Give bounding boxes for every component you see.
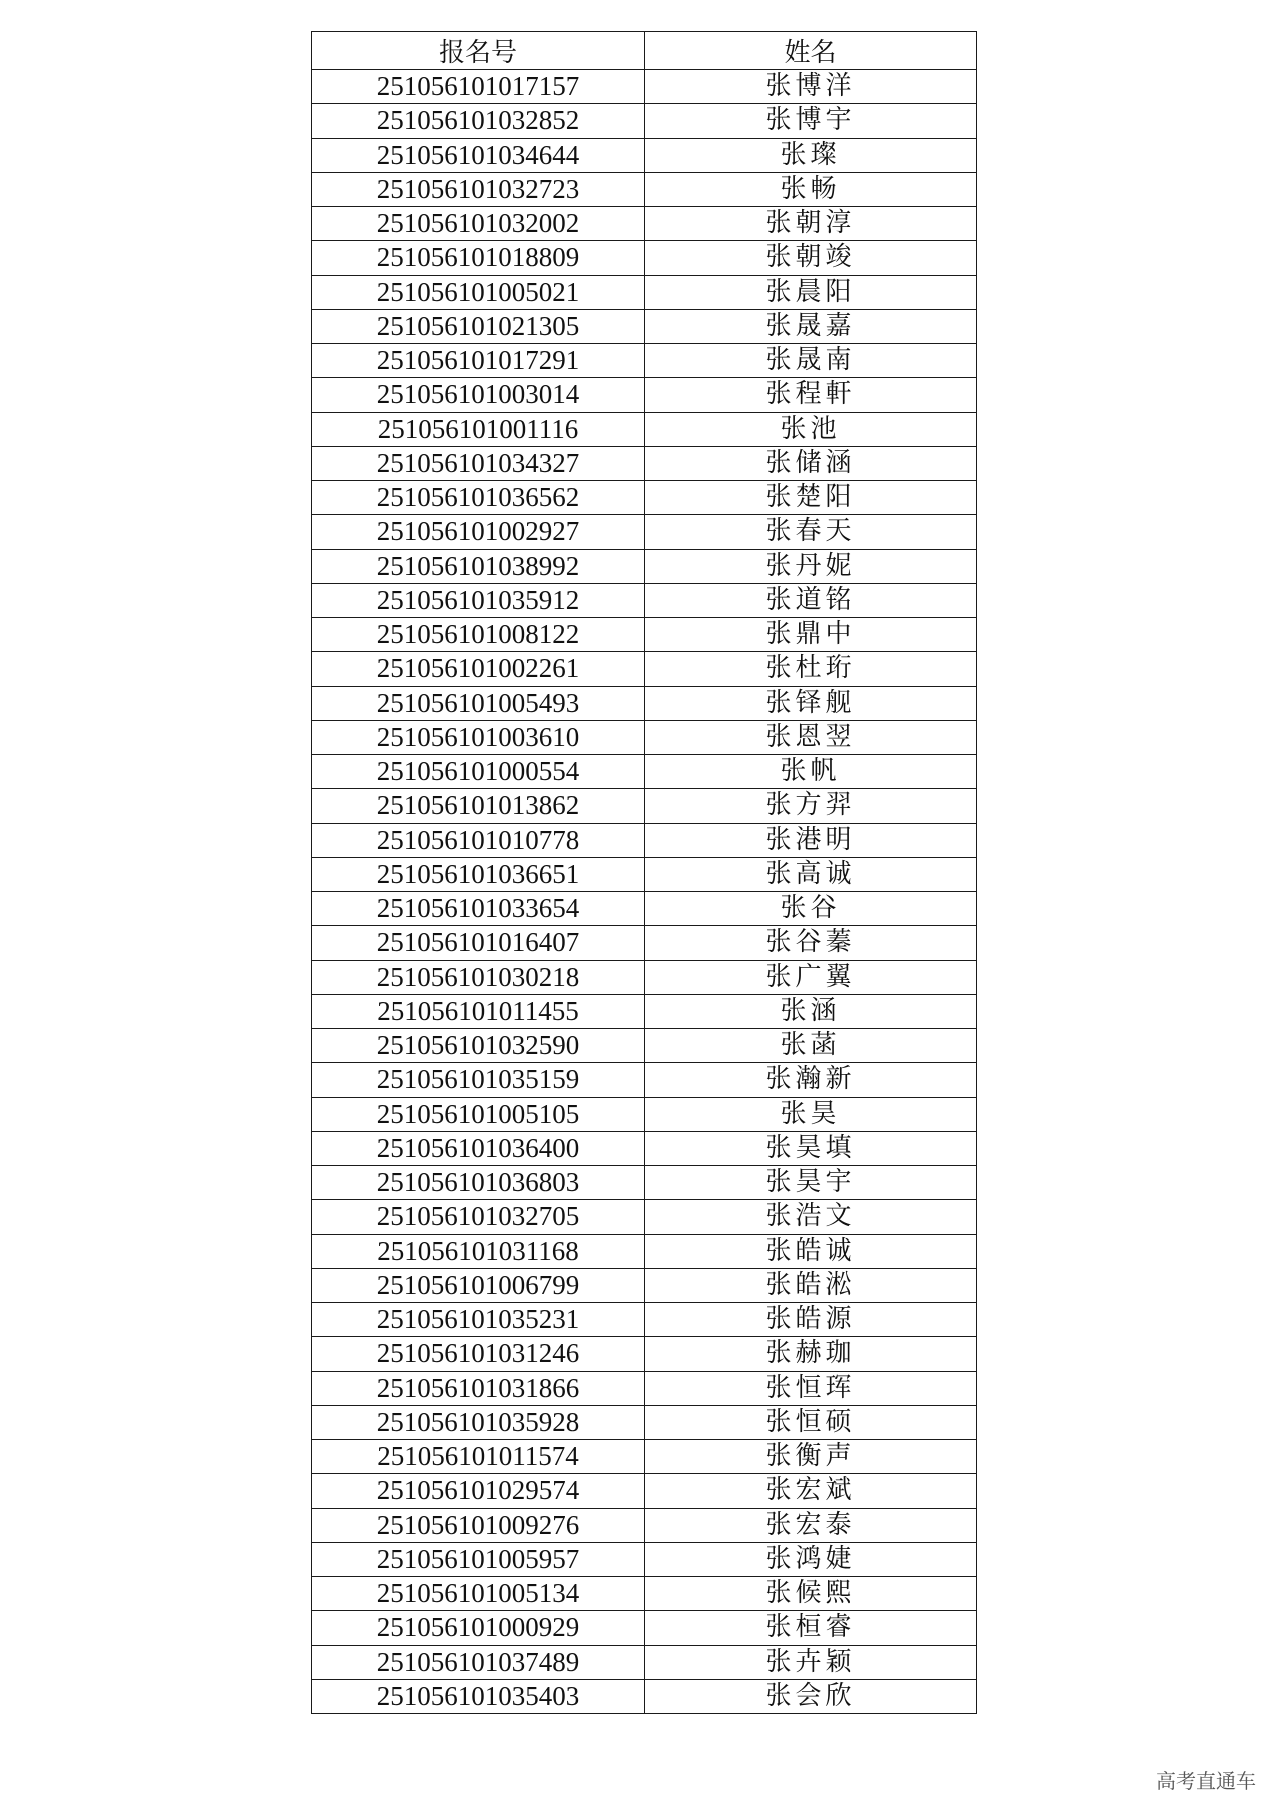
registration-number-cell: 251056101018809 (312, 241, 645, 275)
table-row (312, 823, 977, 857)
name-cell: 张皓诚 (645, 1234, 977, 1268)
roster-body (312, 70, 977, 1714)
registration-number-cell: 251056101005021 (312, 275, 645, 309)
registration-number-cell: 251056101035159 (312, 1063, 645, 1097)
name-cell: 张涵 (645, 994, 977, 1028)
name-cell: 张昊宇 (645, 1166, 977, 1200)
registration-number-cell: 251056101036651 (312, 857, 645, 891)
table-row (312, 857, 977, 891)
table-row (312, 378, 977, 412)
table-row (312, 412, 977, 446)
name-cell: 张丹妮 (645, 549, 977, 583)
table-row (312, 652, 977, 686)
registration-number-cell: 251056101032723 (312, 172, 645, 206)
name-cell: 张储涵 (645, 446, 977, 480)
name-cell: 张博洋 (645, 70, 977, 104)
name-cell: 张帆 (645, 755, 977, 789)
name-cell: 张鼎中 (645, 618, 977, 652)
table-row (312, 1200, 977, 1234)
registration-number-cell: 251056101034327 (312, 446, 645, 480)
registration-number-cell: 251056101030218 (312, 960, 645, 994)
table-row (312, 275, 977, 309)
registration-number-cell: 251056101005134 (312, 1577, 645, 1611)
table-row (312, 1131, 977, 1165)
registration-number-cell: 251056101011455 (312, 994, 645, 1028)
table-row (312, 1029, 977, 1063)
header-name: 姓名 (645, 32, 977, 70)
table-row (312, 960, 977, 994)
candidate-roster-table (311, 31, 977, 1714)
name-cell: 张楚阳 (645, 481, 977, 515)
table-row (312, 618, 977, 652)
table-row (312, 241, 977, 275)
watermark-text: 高考直通车 (1156, 1769, 1256, 1793)
name-cell: 张宏斌 (645, 1474, 977, 1508)
registration-number-cell: 251056101001116 (312, 412, 645, 446)
registration-number-cell: 251056101029574 (312, 1474, 645, 1508)
registration-number-cell: 251056101005493 (312, 686, 645, 720)
name-cell: 张皓淞 (645, 1268, 977, 1302)
table-row (312, 70, 977, 104)
registration-number-cell: 251056101003014 (312, 378, 645, 412)
name-cell: 张程軒 (645, 378, 977, 412)
table-row (312, 1268, 977, 1302)
name-cell: 张畅 (645, 172, 977, 206)
name-cell: 张广翼 (645, 960, 977, 994)
registration-number-cell: 251056101021305 (312, 309, 645, 343)
name-cell: 张鸿婕 (645, 1542, 977, 1576)
registration-number-cell: 251056101038992 (312, 549, 645, 583)
table-row (312, 892, 977, 926)
registration-number-cell: 251056101009276 (312, 1508, 645, 1542)
name-cell: 张菡 (645, 1029, 977, 1063)
registration-number-cell: 251056101034644 (312, 138, 645, 172)
table-row (312, 789, 977, 823)
registration-number-cell: 251056101003610 (312, 720, 645, 754)
name-cell: 张衡声 (645, 1440, 977, 1474)
table-row (312, 1337, 977, 1371)
table-row (312, 515, 977, 549)
name-cell: 张晟南 (645, 344, 977, 378)
name-cell: 张港明 (645, 823, 977, 857)
header-row (312, 32, 977, 70)
name-cell: 张杜珩 (645, 652, 977, 686)
table-row (312, 1645, 977, 1679)
name-cell: 张桓睿 (645, 1611, 977, 1645)
table-row (312, 344, 977, 378)
registration-number-cell: 251056101016407 (312, 926, 645, 960)
table-row (312, 1440, 977, 1474)
name-cell: 张皓源 (645, 1303, 977, 1337)
registration-number-cell: 251056101013862 (312, 789, 645, 823)
name-cell: 张晨阳 (645, 275, 977, 309)
registration-number-cell: 251056101035928 (312, 1405, 645, 1439)
table-row (312, 309, 977, 343)
name-cell: 张宏泰 (645, 1508, 977, 1542)
registration-number-cell: 251056101000929 (312, 1611, 645, 1645)
registration-number-cell: 251056101035403 (312, 1679, 645, 1713)
registration-number-cell: 251056101002261 (312, 652, 645, 686)
registration-number-cell: 251056101035912 (312, 583, 645, 617)
table-row (312, 1508, 977, 1542)
name-cell: 张博宇 (645, 104, 977, 138)
table-row (312, 994, 977, 1028)
registration-number-cell: 251056101032852 (312, 104, 645, 138)
table-row (312, 686, 977, 720)
table-row (312, 1405, 977, 1439)
table-row (312, 1063, 977, 1097)
registration-number-cell: 251056101010778 (312, 823, 645, 857)
registration-number-cell: 251056101000554 (312, 755, 645, 789)
table-row (312, 583, 977, 617)
registration-number-cell: 251056101005957 (312, 1542, 645, 1576)
name-cell: 张恒珲 (645, 1371, 977, 1405)
table-row (312, 1611, 977, 1645)
registration-number-cell: 251056101005105 (312, 1097, 645, 1131)
table-row (312, 207, 977, 241)
table-row (312, 720, 977, 754)
table-row (312, 1679, 977, 1713)
name-cell: 张浩文 (645, 1200, 977, 1234)
registration-number-cell: 251056101036400 (312, 1131, 645, 1165)
registration-number-cell: 251056101031866 (312, 1371, 645, 1405)
registration-number-cell: 251056101037489 (312, 1645, 645, 1679)
name-cell: 张会欣 (645, 1679, 977, 1713)
registration-number-cell: 251056101032705 (312, 1200, 645, 1234)
name-cell: 张晟嘉 (645, 309, 977, 343)
registration-number-cell: 251056101032590 (312, 1029, 645, 1063)
name-cell: 张春天 (645, 515, 977, 549)
name-cell: 张赫珈 (645, 1337, 977, 1371)
registration-number-cell: 251056101031168 (312, 1234, 645, 1268)
table-row (312, 446, 977, 480)
table-row (312, 926, 977, 960)
name-cell: 张谷 (645, 892, 977, 926)
table-row (312, 1577, 977, 1611)
name-cell: 张池 (645, 412, 977, 446)
name-cell: 张谷蓁 (645, 926, 977, 960)
registration-number-cell: 251056101006799 (312, 1268, 645, 1302)
registration-number-cell: 251056101033654 (312, 892, 645, 926)
registration-number-cell: 251056101008122 (312, 618, 645, 652)
name-cell: 张道铭 (645, 583, 977, 617)
table-row (312, 1166, 977, 1200)
name-cell: 张昊 (645, 1097, 977, 1131)
table-row (312, 1371, 977, 1405)
registration-number-cell: 251056101002927 (312, 515, 645, 549)
header-registration-number: 报名号 (312, 32, 645, 70)
table-row (312, 104, 977, 138)
table-row (312, 1234, 977, 1268)
name-cell: 张瀚新 (645, 1063, 977, 1097)
name-cell: 张恩翌 (645, 720, 977, 754)
table-row (312, 481, 977, 515)
name-cell: 张朝淳 (645, 207, 977, 241)
name-cell: 张昊填 (645, 1131, 977, 1165)
table-row (312, 138, 977, 172)
table-row (312, 755, 977, 789)
registration-number-cell: 251056101032002 (312, 207, 645, 241)
name-cell: 张铎舰 (645, 686, 977, 720)
name-cell: 张璨 (645, 138, 977, 172)
table-row (312, 1097, 977, 1131)
name-cell: 张方羿 (645, 789, 977, 823)
table-row (312, 1542, 977, 1576)
name-cell: 张卉颖 (645, 1645, 977, 1679)
table-row (312, 549, 977, 583)
name-cell: 张朝竣 (645, 241, 977, 275)
table-row (312, 172, 977, 206)
registration-number-cell: 251056101011574 (312, 1440, 645, 1474)
registration-number-cell: 251056101036562 (312, 481, 645, 515)
table-row (312, 1303, 977, 1337)
name-cell: 张高诚 (645, 857, 977, 891)
registration-number-cell: 251056101017157 (312, 70, 645, 104)
registration-number-cell: 251056101036803 (312, 1166, 645, 1200)
registration-number-cell: 251056101035231 (312, 1303, 645, 1337)
name-cell: 张恒硕 (645, 1405, 977, 1439)
registration-number-cell: 251056101017291 (312, 344, 645, 378)
registration-number-cell: 251056101031246 (312, 1337, 645, 1371)
table-row (312, 1474, 977, 1508)
name-cell: 张候熙 (645, 1577, 977, 1611)
